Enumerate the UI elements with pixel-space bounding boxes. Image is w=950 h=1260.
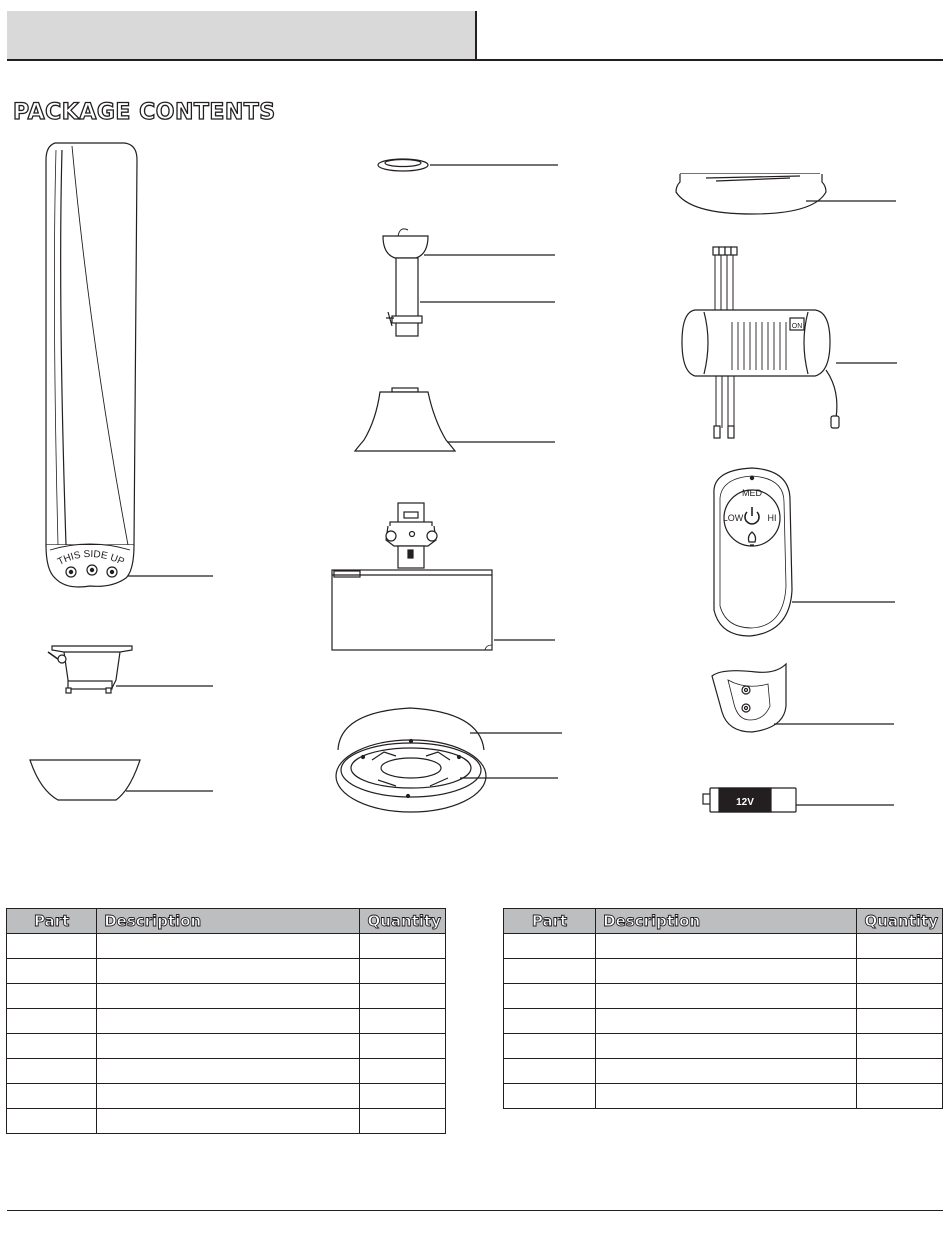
blade-bracket-illustration (48, 646, 213, 693)
col-header-quantity: Quantity (360, 909, 446, 934)
downrod-ball-illustration (383, 229, 555, 336)
section-title: PACKAGE CONTENTS (13, 100, 276, 125)
motor-housing-illustration (332, 503, 555, 650)
table-row (504, 984, 943, 1009)
cell-part (7, 1034, 97, 1059)
cell-description (596, 984, 857, 1009)
battery-label: 12V (736, 797, 754, 808)
cell-description (97, 959, 360, 984)
cell-part (7, 984, 97, 1009)
cell-description (97, 1109, 360, 1134)
cell-part (504, 1009, 596, 1034)
cell-description (97, 1059, 360, 1084)
table-row (7, 1034, 446, 1059)
rubber-gasket-illustration (378, 159, 558, 171)
cell-description (97, 1034, 360, 1059)
table-row (504, 934, 943, 959)
cell-quantity (857, 984, 943, 1009)
table-row (7, 934, 446, 959)
glass-bowl-illustration (30, 760, 213, 800)
cell-part (7, 1009, 97, 1034)
col-header-description: Description (596, 909, 857, 934)
cell-quantity (360, 934, 446, 959)
col-header-part: Part (504, 909, 596, 934)
cell-quantity (360, 1109, 446, 1134)
cell-part (7, 1084, 97, 1109)
table-header-row (504, 909, 943, 934)
cell-quantity (360, 1009, 446, 1034)
cell-quantity (857, 1059, 943, 1084)
cell-part (7, 934, 97, 959)
cell-quantity (360, 984, 446, 1009)
cell-quantity (360, 959, 446, 984)
cell-part (504, 984, 596, 1009)
cell-quantity (360, 1059, 446, 1084)
cell-description (596, 1084, 857, 1109)
footer-rule (7, 1210, 943, 1211)
col-header-description: Description (97, 909, 360, 934)
cell-description (596, 934, 857, 959)
cell-part (504, 1034, 596, 1059)
cell-quantity (857, 1034, 943, 1059)
remote-holder-illustration (712, 664, 894, 732)
col-header-part: Part (7, 909, 97, 934)
cell-description (97, 984, 360, 1009)
cell-part (7, 1109, 97, 1134)
cell-part (7, 959, 97, 984)
cell-description (97, 1009, 360, 1034)
table-row (7, 959, 446, 984)
remote-med-label: MED (742, 488, 762, 498)
table-row (504, 1009, 943, 1034)
cell-quantity (360, 1034, 446, 1059)
cell-description (97, 1084, 360, 1109)
table-row (504, 1084, 943, 1109)
table-row (504, 959, 943, 984)
cell-description (596, 959, 857, 984)
table-row (7, 984, 446, 1009)
receiver-switch-label: ON (791, 323, 803, 330)
battery-12v-illustration (703, 788, 894, 812)
table-header-row (7, 909, 446, 934)
cell-part (504, 934, 596, 959)
remote-hi-label: HI (767, 513, 777, 523)
parts-table-left (6, 908, 446, 1134)
cell-quantity (360, 1084, 446, 1109)
table-row (7, 1059, 446, 1084)
cell-quantity (857, 934, 943, 959)
table-row (504, 1059, 943, 1084)
cell-description (596, 1009, 857, 1034)
cell-quantity (857, 1084, 943, 1109)
remote-control-illustration (714, 468, 895, 636)
cell-quantity (857, 1009, 943, 1034)
cell-description (596, 1034, 857, 1059)
cell-part (504, 959, 596, 984)
switch-housing-plate-illustration (336, 708, 562, 812)
table-row (504, 1034, 943, 1059)
table-row (7, 1009, 446, 1034)
cell-quantity (857, 959, 943, 984)
receiver-illustration (682, 247, 897, 438)
parts-table-right (503, 908, 943, 1109)
blade-this-side-up-text: THIS SIDE UP (56, 548, 126, 568)
cell-description (596, 1059, 857, 1084)
cell-part (504, 1059, 596, 1084)
remote-low-label: LOW (722, 513, 744, 523)
light-shade-illustration (676, 174, 896, 214)
cell-part (7, 1059, 97, 1084)
table-row (7, 1109, 446, 1134)
fan-blade-illustration (46, 143, 213, 587)
cell-part (504, 1084, 596, 1109)
table-row (7, 1084, 446, 1109)
canopy-illustration (355, 388, 555, 451)
cell-description (97, 934, 360, 959)
col-header-quantity: Quantity (857, 909, 943, 934)
